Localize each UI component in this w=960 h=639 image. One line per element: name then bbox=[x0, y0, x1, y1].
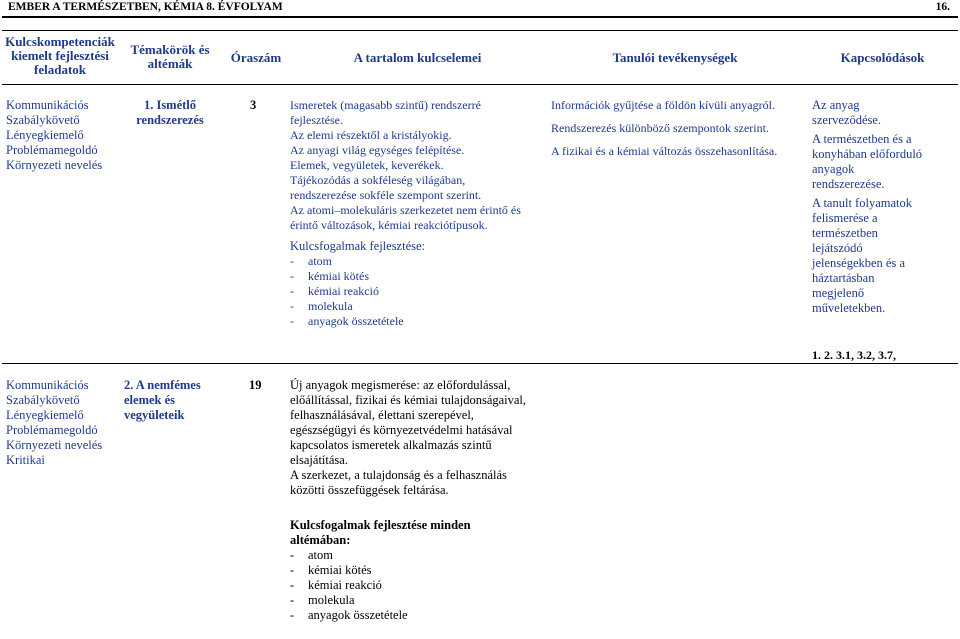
competency-item: Szabálykövető bbox=[6, 393, 80, 407]
key-concept-text: kémiai reakció bbox=[308, 578, 382, 592]
col-header-activities: Tanulói tevékenységek bbox=[612, 50, 738, 65]
col-header-hours: Óraszám bbox=[230, 50, 282, 65]
link-line: A természetben és a bbox=[812, 132, 912, 146]
link-line: megjelenő bbox=[812, 286, 865, 300]
link-line: A tanult folyamatok bbox=[812, 196, 912, 210]
topic-line: vegyületeik bbox=[124, 408, 185, 422]
page-number: 16. bbox=[935, 1, 950, 13]
content-line: Tájékozódás a sokféleség világában, bbox=[290, 173, 466, 187]
row-separator bbox=[2, 363, 958, 364]
row1-hours: 3 bbox=[250, 98, 257, 112]
content-line: A szerkezet, a tulajdonság és a felhasználás bbox=[290, 468, 507, 482]
competency-item: Problémamegoldó bbox=[6, 423, 98, 437]
col-header-competencies-line: feladatok bbox=[34, 62, 86, 77]
link-line: anyagok bbox=[812, 162, 855, 176]
key-concept-item: - kémiai kötés bbox=[290, 563, 372, 577]
key-concept-text: kémiai kötés bbox=[308, 269, 369, 283]
link-line: konyhában előforduló bbox=[812, 147, 923, 161]
row1-competencies bbox=[6, 98, 118, 173]
content-line: elsajátítása. bbox=[290, 453, 348, 467]
content-line: egészségügyi és környezetvédelmi hatásával bbox=[290, 423, 513, 437]
row1-links bbox=[812, 98, 958, 316]
key-concept-text: anyagok összetétele bbox=[308, 608, 408, 622]
link-line: lejátszódó bbox=[812, 241, 863, 255]
key-concept-item: - molekula bbox=[290, 593, 355, 607]
header-rule bbox=[2, 16, 958, 18]
link-line: természetben bbox=[812, 226, 878, 240]
competency-item: Kommunikációs bbox=[6, 378, 89, 392]
activity-item: Rendszerezés különböző szempontok szerint. bbox=[551, 121, 769, 135]
content-line: Az anyagi világ egységes felépítése. bbox=[290, 143, 465, 157]
table-top-rule bbox=[2, 30, 958, 31]
key-concept-item: - atom bbox=[290, 548, 333, 562]
col-header-topics bbox=[118, 43, 222, 71]
row1-topic bbox=[118, 98, 222, 128]
content-line: rendszerezése sokféle szempont szerint. bbox=[290, 188, 482, 202]
col-header-competencies-line: kiemelt fejlesztési bbox=[11, 48, 109, 63]
content-line: Az elemi részektől a kristályokig. bbox=[290, 128, 452, 142]
key-concepts-title: altémában: bbox=[290, 533, 351, 547]
content-line: közötti összefüggések feltárása. bbox=[290, 483, 449, 497]
link-line: rendszerezése. bbox=[812, 177, 885, 191]
key-concepts-title: Kulcsfogalmak fejlesztése minden bbox=[290, 518, 471, 532]
link-line: felismerése a bbox=[812, 211, 878, 225]
content-line: Az atomi–molekuláris szerkezetet nem érintő és bbox=[290, 203, 521, 217]
content-line: fejlesztése. bbox=[290, 113, 343, 127]
competency-item: Problémamegoldó bbox=[6, 143, 98, 157]
content-line: Ismeretek (magasabb szintű) rendszerré bbox=[290, 98, 481, 112]
row1-activities bbox=[551, 98, 801, 159]
row2-hours: 19 bbox=[249, 378, 262, 392]
key-concept-text: molekula bbox=[308, 299, 353, 313]
competency-item: Lényegkiemelő bbox=[6, 128, 84, 142]
key-concept-item: - molekula bbox=[290, 299, 353, 313]
competency-item: Környezeti nevelés bbox=[6, 438, 103, 452]
link-line: műveletekben. bbox=[812, 301, 886, 315]
key-concept-text: kémiai reakció bbox=[308, 284, 379, 298]
content-line: Elemek, vegyületek, keverékek. bbox=[290, 158, 444, 172]
key-concepts-list bbox=[290, 548, 545, 623]
page-header-title: EMBER A TERMÉSZETBEN, KÉMIA 8. ÉVFOLYAM bbox=[8, 1, 283, 13]
content-line: Új anyagok megismerése: az előfordulással, bbox=[290, 378, 511, 392]
col-header-content: A tartalom kulcselemei bbox=[353, 50, 482, 65]
key-concepts-list bbox=[290, 254, 545, 329]
content-line: előállítással, fizikai és kémiai tulajdonságaival, bbox=[290, 393, 527, 407]
key-concept-item: - kémiai kötés bbox=[290, 269, 369, 283]
key-concept-item: - anyagok összetétele bbox=[290, 314, 404, 328]
topic-line: 2. A nemfémes bbox=[124, 378, 201, 392]
row1-link-refs: 1. 2. 3.1, 3.2, 3.7, bbox=[812, 348, 896, 362]
col-header-competencies bbox=[2, 35, 118, 77]
key-concept-text: kémiai kötés bbox=[308, 563, 372, 577]
key-concept-item: - atom bbox=[290, 254, 332, 268]
competency-item: Környezeti nevelés bbox=[6, 158, 103, 172]
key-concept-text: atom bbox=[308, 548, 333, 562]
key-concept-item: - anyagok összetétele bbox=[290, 608, 408, 622]
key-concept-item: - kémiai reakció bbox=[290, 578, 382, 592]
link-line: Az anyag bbox=[812, 98, 860, 112]
competency-item: Kommunikációs bbox=[6, 98, 89, 112]
table-header-rule bbox=[2, 84, 958, 85]
content-line: érintő változások, kémiai reakciótípusok. bbox=[290, 218, 488, 232]
content-line: kapcsolatos ismeretek alkalmazás szintű bbox=[290, 438, 492, 452]
activity-item: A fizikai és a kémiai változás összehasonlítása. bbox=[551, 144, 778, 158]
topic-line: elemek és bbox=[124, 393, 176, 407]
page-header bbox=[2, 0, 958, 16]
link-line: jelenségekben és a bbox=[812, 256, 906, 270]
topic-line: rendszerezés bbox=[136, 113, 204, 127]
col-header-links: Kapcsolódások bbox=[840, 50, 925, 65]
col-header-topics-line: altémák bbox=[147, 56, 193, 71]
row2-content bbox=[290, 378, 545, 498]
key-concept-text: molekula bbox=[308, 593, 355, 607]
row2-topic bbox=[124, 378, 222, 423]
topic-line: 1. Ismétlő bbox=[143, 98, 197, 112]
competency-item: Lényegkiemelő bbox=[6, 408, 84, 422]
row2-competencies bbox=[6, 378, 118, 468]
content-line: felhasználásával, élettani szerepével, bbox=[290, 408, 474, 422]
row2-key-concepts bbox=[290, 518, 545, 623]
col-header-topics-line: Témakörök és bbox=[130, 42, 210, 57]
key-concept-text: atom bbox=[308, 254, 332, 268]
key-concept-item: - kémiai reakció bbox=[290, 284, 379, 298]
row1-content bbox=[290, 98, 545, 329]
link-line: szerveződése. bbox=[812, 113, 882, 127]
competency-item: Kritikai bbox=[6, 453, 45, 467]
key-concepts-title: Kulcsfogalmak fejlesztése: bbox=[290, 239, 426, 253]
key-concept-text: anyagok összetétele bbox=[308, 314, 404, 328]
col-header-competencies-line: Kulcskompetenciák bbox=[5, 34, 115, 49]
activity-item: Információk gyűjtése a földön kívüli anyagról. bbox=[551, 98, 775, 112]
competency-item: Szabálykövető bbox=[6, 113, 80, 127]
link-line: háztartásban bbox=[812, 271, 875, 285]
